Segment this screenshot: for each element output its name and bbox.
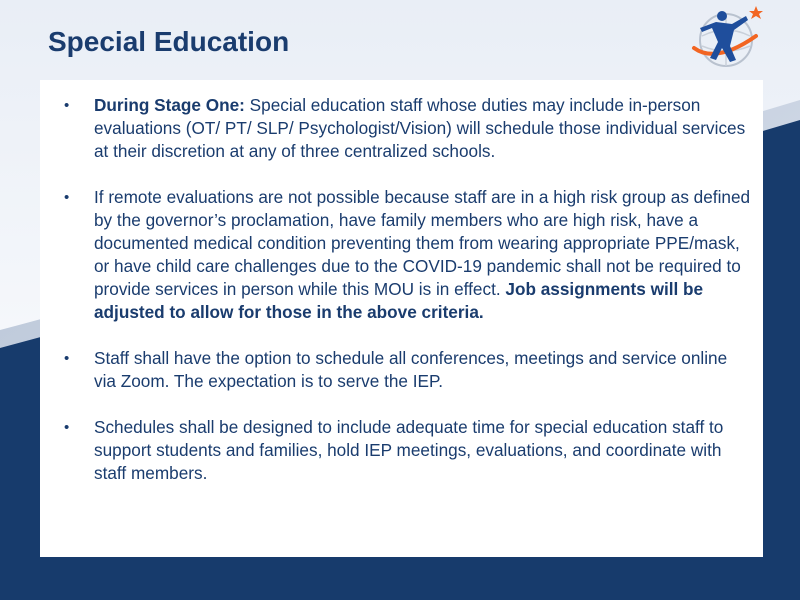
bullet-list — [40, 94, 763, 508]
bullet-marker: • — [64, 419, 70, 436]
bullet-marker: • — [64, 189, 70, 206]
bullet-emphasis: Job assignments will be adjusted to allow for those in the above criteria. — [94, 279, 704, 322]
bullet-text: Schedules shall be designed to include adequate time for special education staff to support students and families, hold IEP meetings, evaluations, and coordinate with staff members. — [94, 417, 724, 483]
bullet-marker: • — [64, 97, 70, 114]
list-item — [40, 94, 763, 163]
bullet-text: Staff shall have the option to schedule all conferences, meetings and service online via Zoom. The expectation is to serve the IEP. — [94, 348, 728, 391]
bullet-text: Special education staff whose duties may include in-person evaluations (OT/ PT/ SLP/ Psychologist/Vision) will schedule those individual services at their discretion at any of three centralized schools. — [94, 95, 746, 161]
organization-logo — [686, 2, 766, 72]
bullet-lead: During Stage One: — [94, 95, 245, 115]
list-item — [40, 416, 763, 485]
list-item — [40, 347, 763, 393]
list-item — [40, 186, 763, 324]
content-panel — [40, 80, 763, 557]
bullet-marker: • — [64, 350, 70, 367]
page-title: Special Education — [48, 26, 290, 57]
bullet-text: If remote evaluations are not possible because staff are in a high risk group as defined by the governor’s proclamation, have family members who are high risk, have a documented medical condition preventing them from wearing appropriate PPE/mask, or have child care challenges due to the COVID-19 pandemic shall not be required to provide services in person while this MOU is in effect. — [94, 187, 751, 299]
